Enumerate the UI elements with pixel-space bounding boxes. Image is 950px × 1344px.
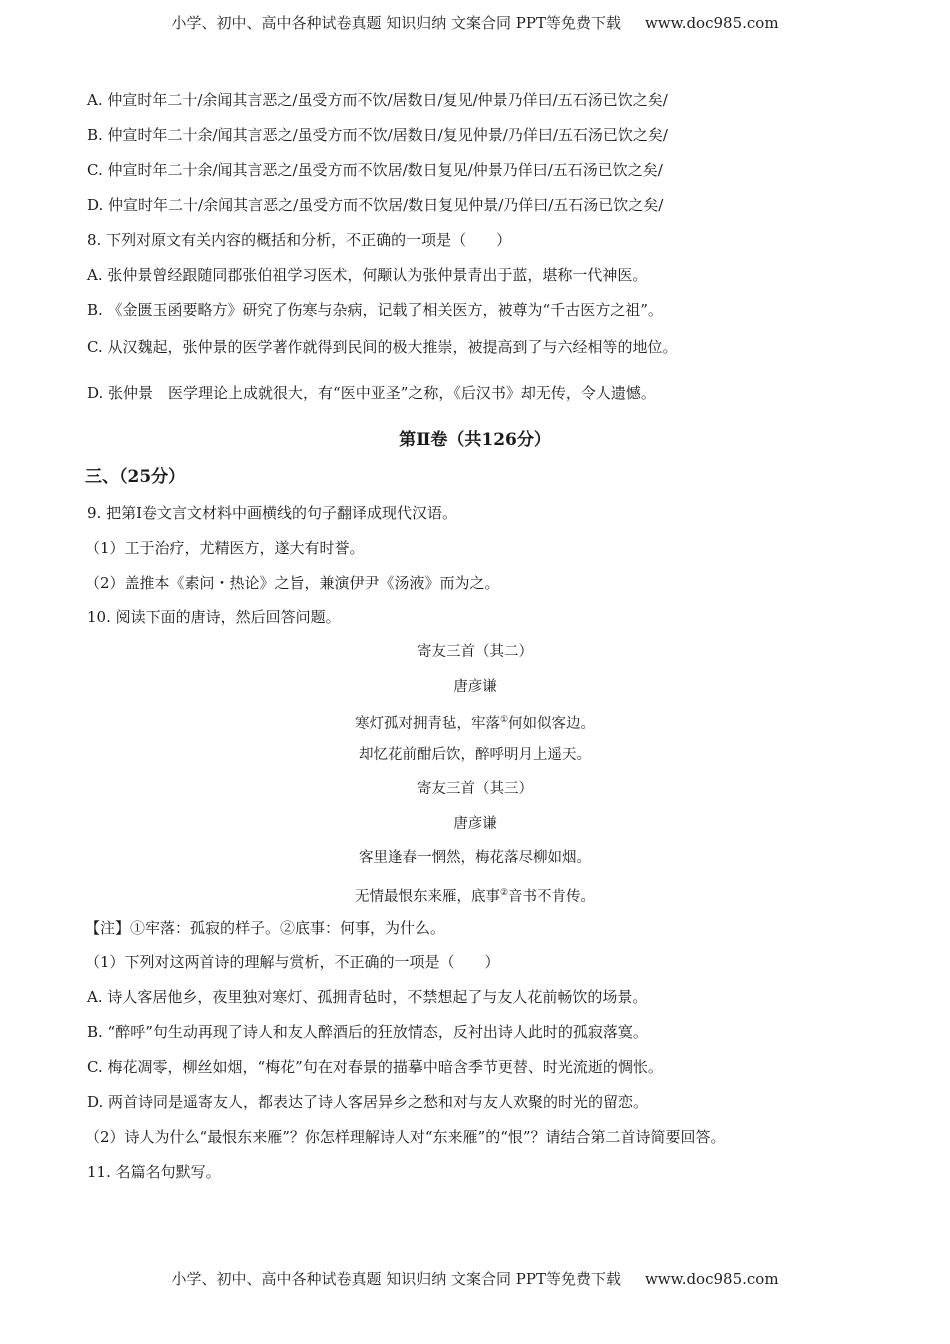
poem1-title: 寄友三首（其二） bbox=[417, 644, 533, 660]
page-header bbox=[0, 12, 950, 33]
poem-notes: 【注】①牢落：孤寂的样子。②底事：何事，为什么。 bbox=[85, 919, 446, 937]
q8-option-d: D. 张仲景 医学理论上成就很大，有“医中亚圣”之称，《后汉书》却无传，令人遗憾。 bbox=[87, 384, 656, 402]
q10-sub1: （1）下列对这两首诗的理解与赏析，不正确的一项是（ ） bbox=[85, 953, 500, 971]
q7-option-b: B. 仲宣时年二十余/闻其言恶之/虽受方而不饮/居数日/复见仲景/乃佯曰/五石汤已饮之矣/ bbox=[87, 126, 668, 144]
q9-stem: 9. 把第Ⅰ卷文言文材料中画横线的句子翻译成现代汉语。 bbox=[87, 504, 458, 522]
q7-option-d: D. 仲宣时年二十/余闻其言恶之/虽受方而不饮居/数日复见仲景/乃佯曰/五石汤已饮之矣/ bbox=[87, 196, 664, 214]
poem1-line1: 寒灯孤对拥青毡，牢落①何如似客边。 bbox=[354, 715, 596, 732]
q10-option-b: B. “醉呼”句生动再现了诗人和友人醉酒后的狂放情态，反衬出诗人此时的孤寂落寞。 bbox=[87, 1023, 648, 1041]
q10-stem: 10. 阅读下面的唐诗，然后回答问题。 bbox=[87, 608, 341, 626]
q10-sub2: （2）诗人为什么“最恨东来雁”？你怎样理解诗人对“东来雁”的“恨”？请结合第二首诗简要回答。 bbox=[85, 1128, 726, 1146]
q8-option-c: C. 从汉魏起，张仲景的医学著作就得到民间的极大推崇，被提高到了与六经相等的地位。 bbox=[87, 338, 678, 356]
q10-option-a: A. 诗人客居他乡，夜里独对寒灯、孤拥青毡时，不禁想起了与友人花前畅饮的场景。 bbox=[87, 988, 648, 1006]
q8-option-a: A. 张仲景曾经跟随同郡张伯祖学习医术，何颙认为张仲景青出于蓝，堪称一代神医。 bbox=[87, 266, 648, 284]
q8-stem: 8. 下列对原文有关内容的概括和分析，不正确的一项是（ ） bbox=[87, 231, 512, 249]
footnote-1-marker: ① bbox=[499, 715, 509, 725]
q8-option-b: B. 《金匮玉函要略方》研究了伤寒与杂病，记载了相关医方，被尊为“千古医方之祖”。 bbox=[87, 301, 663, 319]
q11-stem: 11. 名篇名句默写。 bbox=[87, 1163, 221, 1181]
q7-option-a: A. 仲宣时年二十/余闻其言恶之/虽受方而不饮/居数日/复见/仲景乃佯曰/五石汤已饮之矣/ bbox=[87, 91, 668, 109]
poem1-author: 唐彦谦 bbox=[453, 679, 497, 695]
q10-option-c: C. 梅花凋零，柳丝如烟，“梅花”句在对春景的描摹中暗含季节更替、时光流逝的惆怅。 bbox=[87, 1058, 663, 1076]
q7-option-c: C. 仲宣时年二十余/闻其言恶之/虽受方而不饮居/数日复见/仲景乃佯曰/五石汤已饮之矣/ bbox=[87, 161, 663, 179]
q9-item-2: （2）盖推本《素问・热论》之旨，兼演伊尹《汤液》而为之。 bbox=[85, 574, 500, 592]
poem2-line2: 无情最恨东来雁，底事②音书不肯传。 bbox=[354, 888, 596, 905]
part2-title: 第Ⅱ卷（共126分） bbox=[399, 430, 551, 450]
poem2-author: 唐彦谦 bbox=[453, 816, 497, 832]
footnote-2-marker: ② bbox=[499, 888, 509, 898]
footer-site-link[interactable]: www.doc985.com bbox=[644, 1270, 779, 1288]
poem2-line1: 客里逢春一惘然，梅花落尽柳如烟。 bbox=[359, 850, 591, 866]
page-footer bbox=[0, 1268, 950, 1289]
section3-title: 三、（25分） bbox=[85, 467, 186, 487]
q9-item-1: （1）工于治疗，尤精医方，遂大有时誉。 bbox=[85, 539, 365, 557]
q10-option-d: D. 两首诗同是遥寄友人，都表达了诗人客居异乡之愁和对与友人欢聚的时光的留恋。 bbox=[87, 1093, 649, 1111]
footer-text: 小学、初中、高中各种试卷真题 知识归纳 文案合同 PPT等免费下载 bbox=[171, 1270, 621, 1288]
poem1-line2: 却忆花前酣后饮，醉呼明月上遥天。 bbox=[359, 747, 591, 763]
poem2-title: 寄友三首（其三） bbox=[417, 781, 533, 797]
header-site-link[interactable]: www.doc985.com bbox=[644, 14, 779, 32]
header-text: 小学、初中、高中各种试卷真题 知识归纳 文案合同 PPT等免费下载 bbox=[171, 14, 621, 32]
